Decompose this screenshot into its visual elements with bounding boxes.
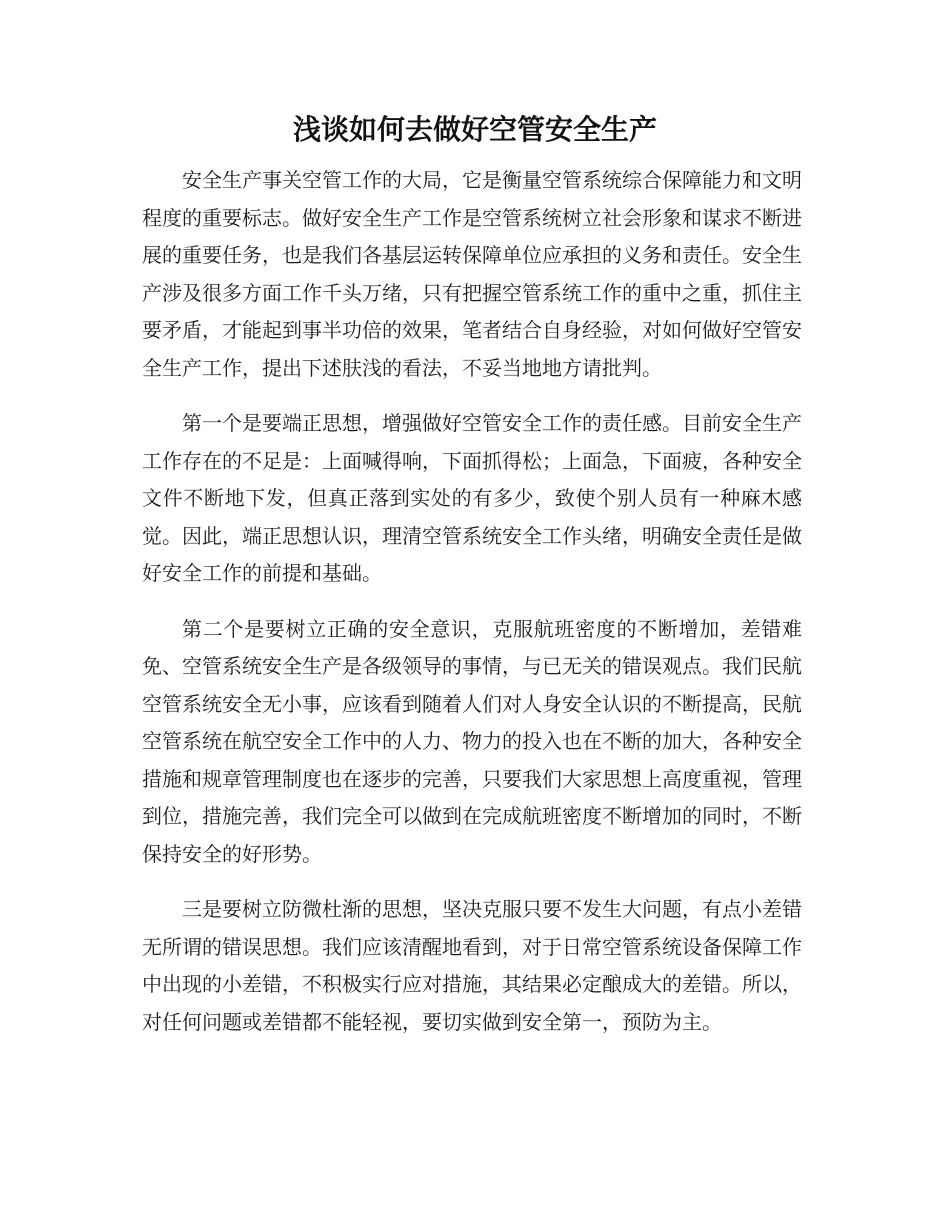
paragraph-intro: 安全生产事关空管工作的大局，它是衡量空管系统综合保障能力和文明程度的重要标志。做好安全生产工作是空管系统树立社会形象和谋求不断进展的重要任务，也是我们各基层运转保障单位应承担的义务和责任。安全生产涉及很多方面工作千头万绪，只有把握空管系统工作的重中之重，抓住主要矛盾，才能起到事半功倍的效果，笔者结合自身经验，对如何做好空管安全生产工作，提出下述肤浅的看法，不妥当地地方请批判。 <box>142 168 802 380</box>
paragraph-point-1: 第一个是要端正思想，增强做好空管安全工作的责任感。目前安全生产工作存在的不足是：上面喊得响，下面抓得松；上面急，下面疲，各种安全文件不断地下发，但真正落到实处的有多少，致使个别人员有一种麻木感觉。因此，端正思想认识，理清空管系统安全工作头绪，明确安全责任是做好安全工作的前提和基础。 <box>142 411 802 585</box>
document-title: 浅谈如何去做好空管安全生产 <box>292 113 657 146</box>
paragraph-point-2: 第二个是要树立正确的安全意识，克服航班密度的不断增加，差错难免、空管系统安全生产是各级领导的事情，与已无关的错误观点。我们民航空管系统安全无小事，应该看到随着人们对人身安全认识的不断提高，民航空管系统在航空安全工作中的人力、物力的投入也在不断的加大，各种安全措施和规章管理制度也在逐步的完善，只要我们大家思想上高度重视，管理到位，措施完善，我们完全可以做到在完成航班密度不断增加的同时，不断保持安全的好形势。 <box>142 616 802 866</box>
document-body <box>142 162 802 1059</box>
paragraph-point-3: 三是要树立防微杜渐的思想，坚决克服只要不发生大问题，有点小差错无所谓的错误思想。我们应该清醒地看到，对于日常空管系统设备保障工作中出现的小差错，不积极实行应对措施，其结果必定酿成大的差错。所以，对任何问题或差错都不能轻视，要切实做到安全第一，预防为主。 <box>142 897 802 1034</box>
